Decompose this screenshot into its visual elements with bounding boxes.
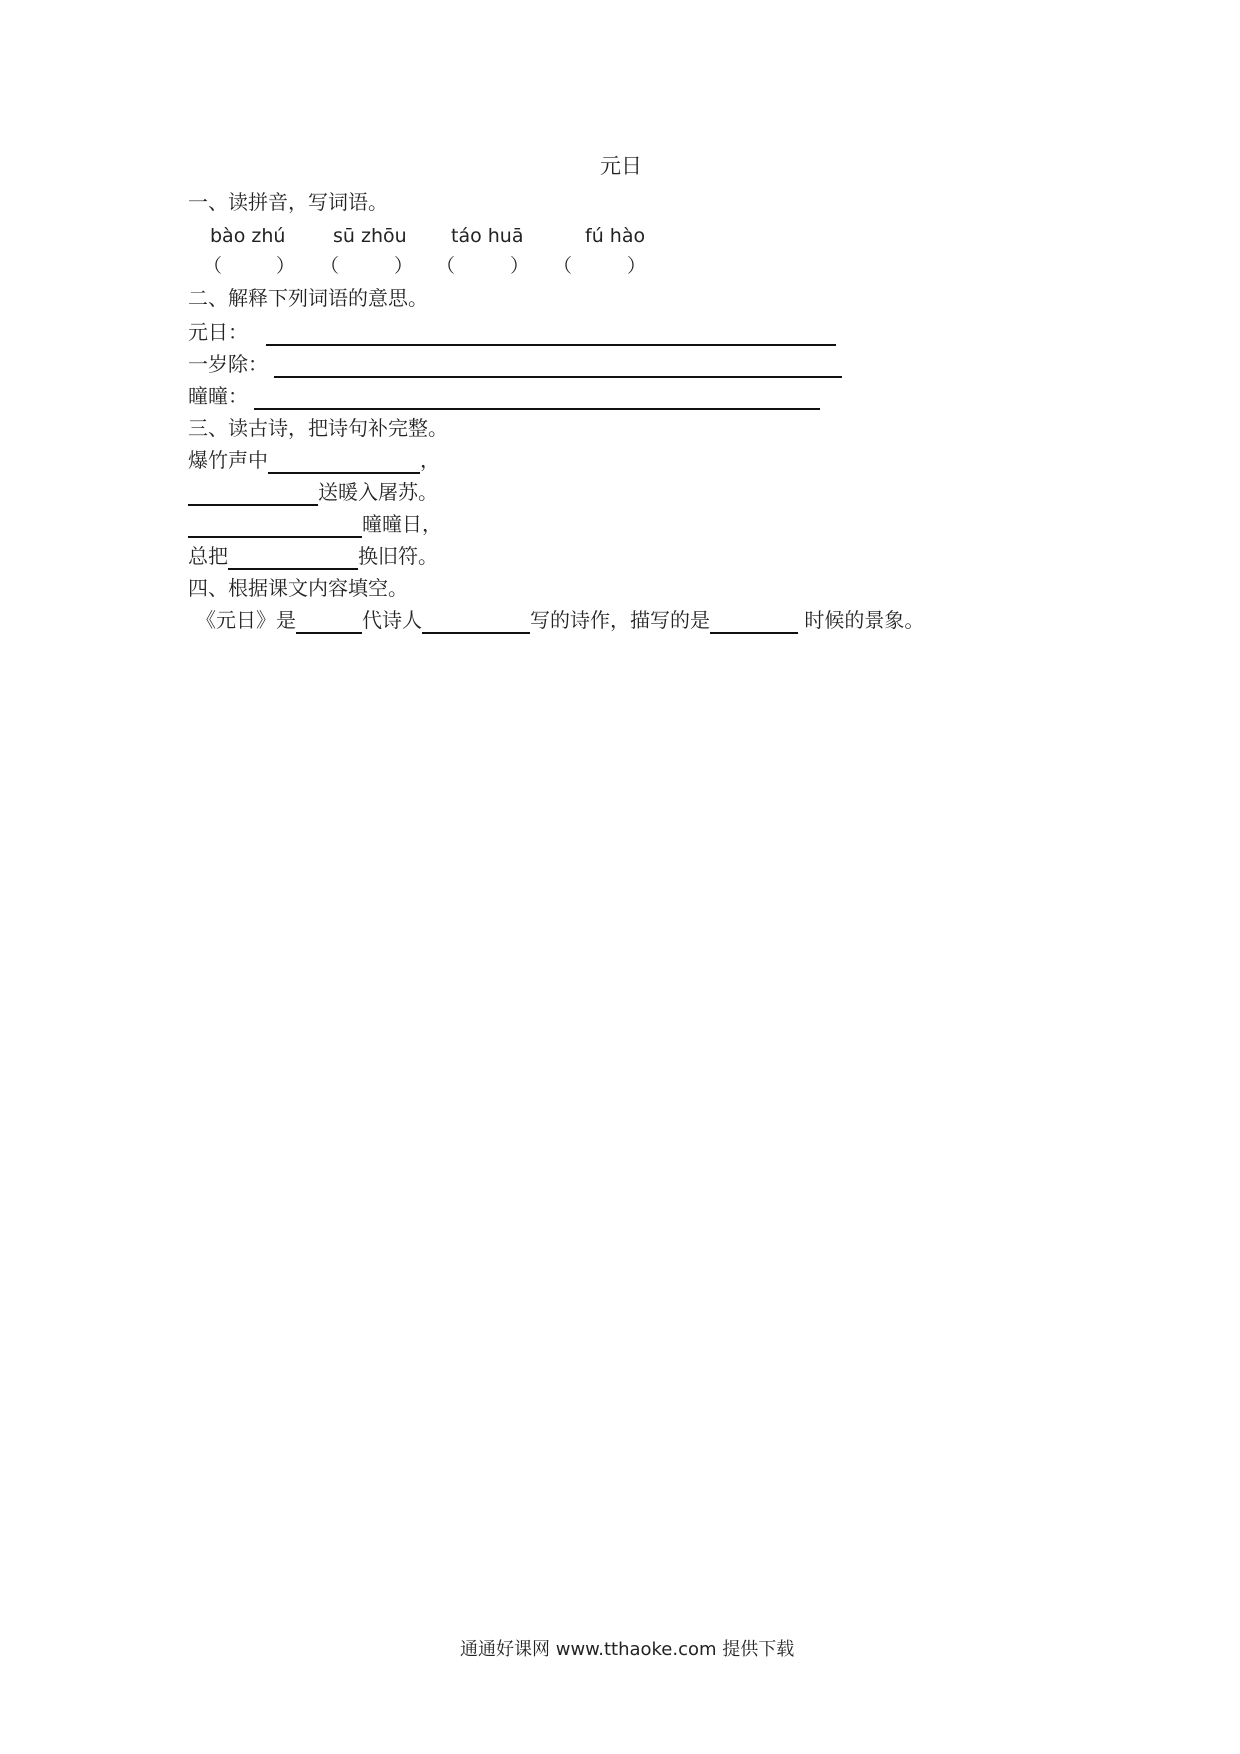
answer-paren-open-4: （ xyxy=(553,255,573,277)
section1-heading: 一、读拼音，写词语。 xyxy=(188,190,388,214)
answer-blank[interactable] xyxy=(268,450,420,474)
term-row-tongtong xyxy=(188,382,820,410)
poem-text: ， xyxy=(420,448,440,472)
poem-text: 爆竹声中 xyxy=(188,448,268,472)
term-label: 曈曈： xyxy=(188,384,248,408)
answer-paren-close-1: ） xyxy=(276,255,296,277)
answer-blank[interactable] xyxy=(274,354,842,378)
dynasty-blank[interactable] xyxy=(296,610,362,634)
answer-paren-close-4: ） xyxy=(627,255,647,277)
section4-heading: 四、根据课文内容填空。 xyxy=(188,576,408,600)
poem-line-2 xyxy=(188,478,438,506)
answer-blank[interactable] xyxy=(254,386,820,410)
term-row-yuanri xyxy=(188,318,836,346)
answer-paren-open-1: （ xyxy=(203,255,223,277)
term-row-yisuichu xyxy=(188,350,842,378)
poem-text: 曈曈日， xyxy=(362,512,442,536)
answer-blank[interactable] xyxy=(228,546,358,570)
answer-paren-close-2: ） xyxy=(394,255,414,277)
sentence-text: 时候的景象。 xyxy=(798,608,925,632)
poem-text: 总把 xyxy=(188,544,228,568)
pinyin-3: táo huā xyxy=(451,225,524,247)
sentence-text: 《元日》是 xyxy=(196,608,296,632)
sentence-text: 代诗人 xyxy=(362,608,422,632)
pinyin-4: fú hào xyxy=(585,225,646,247)
term-label: 一岁除： xyxy=(188,352,268,376)
poem-text: 换旧符。 xyxy=(358,544,438,568)
answer-paren-open-3: （ xyxy=(436,255,456,277)
fill-sentence xyxy=(196,606,924,634)
page-title: 元日 xyxy=(600,154,642,178)
section3-heading: 三、读古诗，把诗句补完整。 xyxy=(188,416,448,440)
poem-text: 送暖入屠苏。 xyxy=(318,480,438,504)
poem-line-1 xyxy=(188,446,440,474)
answer-blank[interactable] xyxy=(266,322,836,346)
answer-paren-close-3: ） xyxy=(510,255,530,277)
section2-heading: 二、解释下列词语的意思。 xyxy=(188,286,428,310)
pinyin-2: sū zhōu xyxy=(333,225,407,247)
poem-line-4 xyxy=(188,542,438,570)
term-label: 元日： xyxy=(188,320,248,344)
poem-line-3 xyxy=(188,510,442,538)
sentence-text: 写的诗作，描写的是 xyxy=(530,608,710,632)
poet-blank[interactable] xyxy=(422,610,530,634)
pinyin-1: bào zhú xyxy=(210,225,286,247)
answer-blank[interactable] xyxy=(188,514,362,538)
time-blank[interactable] xyxy=(710,610,798,634)
footer-watermark: 通通好课网 www.tthaoke.com 提供下载 xyxy=(460,1639,795,1660)
answer-paren-open-2: （ xyxy=(320,255,340,277)
answer-blank[interactable] xyxy=(188,482,318,506)
